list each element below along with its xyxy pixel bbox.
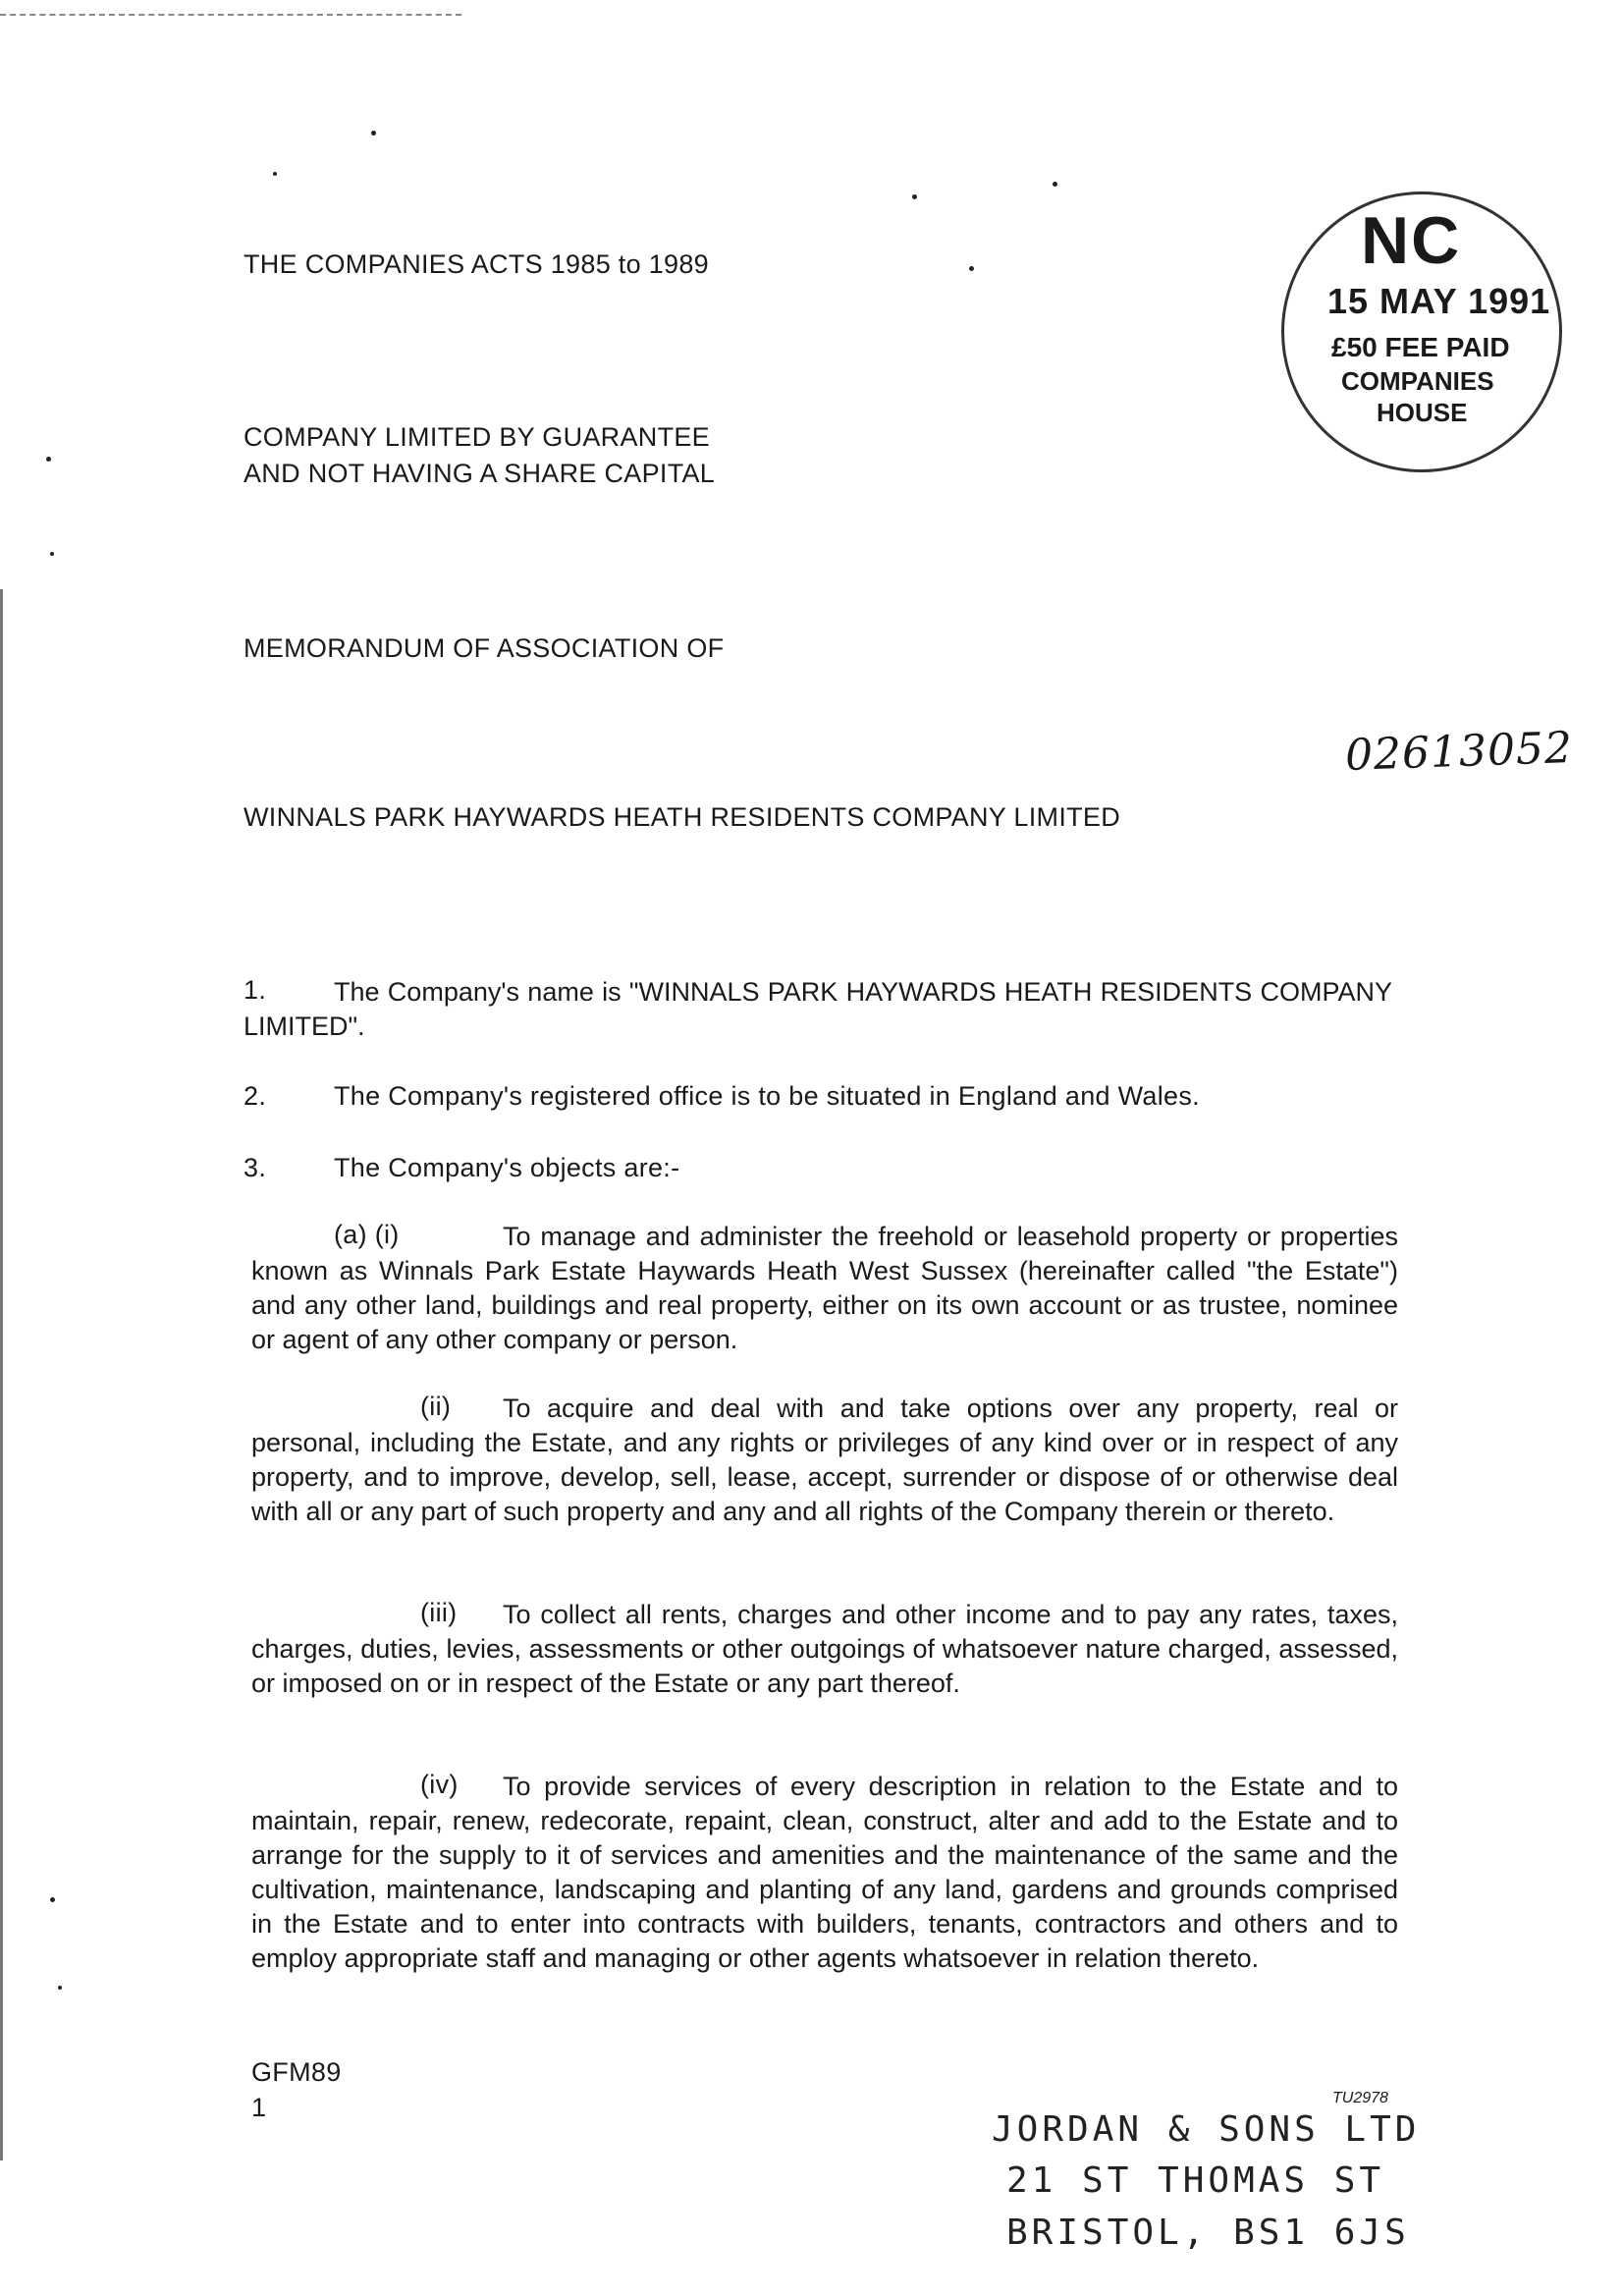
printer-city: BRISTOL, BS1 6JS [1006,2213,1410,2253]
stamp-code: NC [1361,203,1462,278]
clause-1-number: 1. [243,975,267,1005]
form-code: GFM89 [251,2057,342,2087]
stamp-fee: £50 FEE PAID [1331,332,1510,362]
object-ii-label: (ii) [420,1392,452,1421]
printer-street: 21 ST THOMAS ST [1006,2160,1385,2201]
clause-1-text: The Company's name is "WINNALS PARK HAYWARDS HEATH RESIDENTS COMPANY LIMITED". [243,977,1392,1041]
printer-reference: TU2978 [1332,2090,1388,2106]
top-rule [0,14,461,16]
companies-house-stamp [1281,191,1562,472]
scan-speck [371,131,376,136]
object-iii-text: To collect all rents, charges and other income and to pay any rates, taxes, charges, duties, levies, assessments or other outgoings of whatsoever nature charged, assessed, or imposed on or in respect of the Estate or any part thereof. [251,1600,1398,1698]
object-iii-label: (iii) [420,1598,458,1627]
scan-speck [50,552,54,556]
company-type-line-1: COMPANY LIMITED BY GUARANTEE [243,422,710,452]
clause-2-number: 2. [243,1081,267,1111]
scan-speck [273,172,277,176]
stamp-line-2: HOUSE [1377,398,1468,427]
acts-heading: THE COMPANIES ACTS 1985 to 1989 [243,249,709,279]
handwritten-company-number: 02613052 [1344,722,1574,782]
clause-3-text: The Company's objects are:- [334,1153,680,1182]
scan-speck [969,266,974,271]
object-ii-text: To acquire and deal with and take options over any property, real or personal, including the Estate, and any rights or privileges of any kind over or in respect of any property, and to improve, develop, sell, lease, accept, surrender or dispose of or otherwise deal with all or any part of such property and any and all rights of the Company therein or thereto. [251,1394,1398,1526]
printer-name: JORDAN & SONS LTD [992,2109,1421,2150]
clause-3-number: 3. [243,1153,267,1182]
scan-speck [50,1897,55,1902]
scan-speck [46,457,51,462]
scan-speck [912,194,917,199]
scan-speck [58,1986,62,1990]
memorandum-heading: MEMORANDUM OF ASSOCIATION OF [243,633,725,663]
object-a-i-label: (a) (i) [334,1220,400,1249]
object-iv-text: To provide services of every description in relation to the Estate and to maintain, repair, renew, redecorate, repaint, clean, construct, alter and add to the Estate and to arrange for the supply to it of services and amenities and the maintenance of the same and the cultivation, maintenance, landscaping and planting of any land, gardens and grounds comprised in the Estate and to enter into contracts with builders, tenants, contractors and others and to employ appropriate staff and managing or other agents whatsoever in relation thereto. [251,1772,1398,1973]
company-type-line-2: AND NOT HAVING A SHARE CAPITAL [243,459,716,488]
object-iv-label: (iv) [420,1770,459,1799]
clause-2-text: The Company's registered office is to be situated in England and Wales. [334,1081,1200,1111]
page-number: 1 [251,2093,267,2122]
stamp-date: 15 MAY 1991 [1327,281,1551,321]
scan-speck [1053,182,1057,187]
scan-edge [0,589,3,2160]
object-a-i-text: To manage and administer the freehold or leasehold property or properties known as Winnals Park Estate Haywards Heath West Sussex (hereinafter called "the Estate") and any other land, buildings and real property, either on its own account or as trustee, nominee or agent of any other company or person. [251,1222,1398,1354]
company-name-heading: WINNALS PARK HAYWARDS HEATH RESIDENTS COMPANY LIMITED [243,802,1121,832]
stamp-line-1: COMPANIES [1341,366,1494,396]
